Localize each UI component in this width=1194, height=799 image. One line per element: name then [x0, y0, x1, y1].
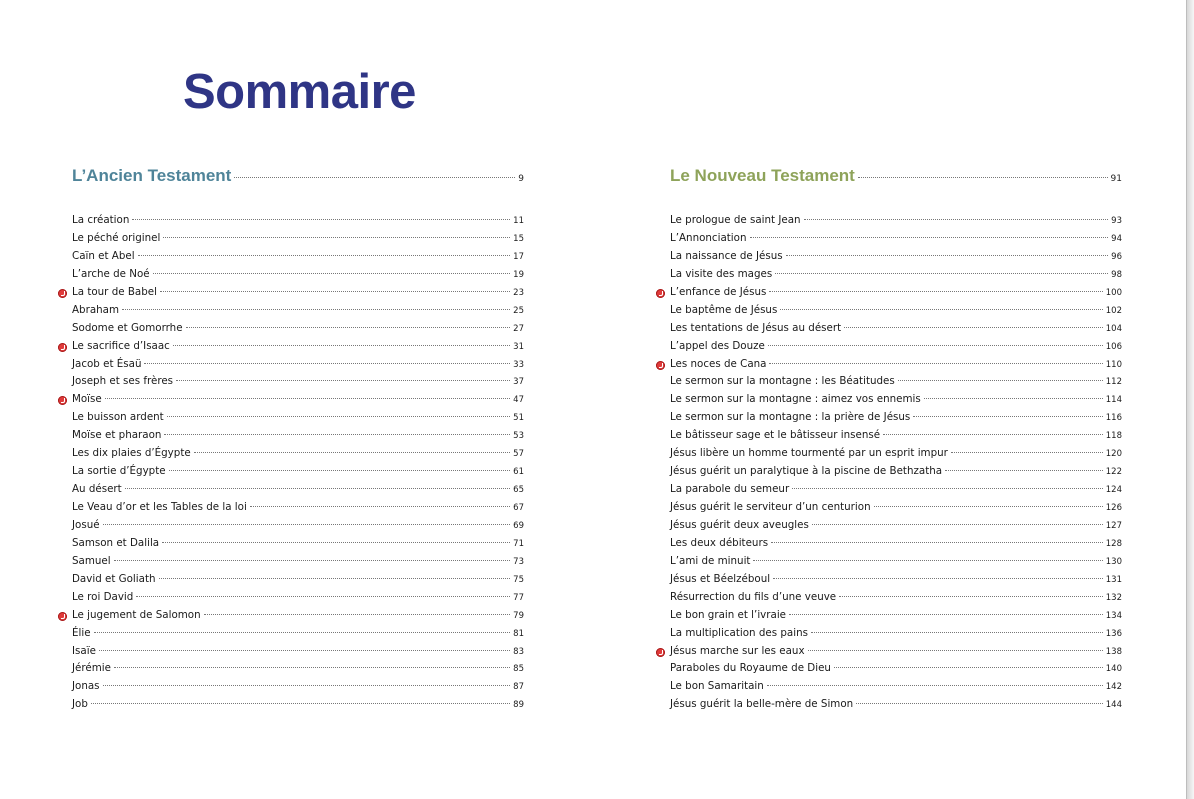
section-heading-label: Le Nouveau Testament [670, 166, 855, 185]
toc-entry-page: 118 [1105, 431, 1122, 442]
dot-leader [856, 703, 1103, 704]
toc-entry-label: Le Veau d’or et les Tables de la loi [72, 501, 247, 513]
toc-entry [670, 268, 1122, 286]
toc-entry [670, 232, 1122, 250]
toc-entry [670, 358, 1122, 376]
dot-leader [789, 614, 1103, 615]
toc-entry-label: David et Goliath [72, 572, 156, 585]
dot-leader [153, 273, 511, 274]
dot-leader [945, 470, 1103, 471]
dot-leader [114, 560, 511, 561]
dot-leader [186, 327, 511, 328]
toc-entry-page: 112 [1105, 377, 1122, 388]
dot-leader [844, 327, 1103, 328]
toc-entry-page: 104 [1105, 323, 1122, 334]
toc-entry-label: Moïse [72, 393, 102, 406]
toc-entry [670, 483, 1122, 501]
toc-entry-page: 57 [513, 449, 524, 460]
dot-leader [812, 524, 1103, 525]
toc-entry [72, 555, 524, 573]
toc-entry-page: 75 [513, 574, 524, 585]
dot-leader [169, 470, 511, 471]
check-marker-icon [58, 396, 67, 405]
dot-leader [91, 703, 510, 704]
toc-entry-label: La visite des mages [670, 267, 773, 280]
toc-entry-page: 67 [513, 503, 524, 513]
toc-entry-label: L’enfance de Jésus [670, 285, 767, 298]
toc-entry [72, 375, 524, 393]
toc-entry [72, 483, 524, 501]
dot-leader [194, 452, 510, 453]
toc-entry [670, 645, 1122, 663]
toc-entry-page: 51 [513, 413, 524, 424]
toc-entry-page: 110 [1105, 359, 1122, 370]
toc-entry [670, 501, 1122, 519]
dot-leader [94, 632, 511, 633]
new-testament-heading [670, 166, 1122, 192]
toc-entry-label: Jésus guérit un paralytique à la piscine de Bethzatha [670, 465, 943, 478]
dot-leader [913, 416, 1102, 417]
toc-entry-page: 23 [513, 287, 524, 298]
toc-entry-page: 79 [513, 610, 524, 621]
dot-leader [162, 542, 510, 543]
toc-entry [72, 591, 524, 609]
toc-entry [72, 645, 524, 663]
toc-entry-label: Josué [72, 518, 100, 531]
new-testament-column [670, 166, 1122, 716]
dot-leader [792, 488, 1103, 489]
toc-entry-page: 83 [513, 646, 524, 657]
toc-entry-label: Jésus guérit deux aveugles [670, 518, 809, 531]
dot-leader [750, 237, 1109, 238]
toc-entry-page: 93 [1111, 216, 1122, 226]
toc-entry-label: Résurrection du fils d’une veuve [670, 590, 837, 603]
toc-entry-page: 77 [513, 592, 524, 603]
toc-entry [72, 393, 524, 411]
toc-entry [670, 286, 1122, 304]
toc-entry-page: 94 [1111, 233, 1122, 244]
toc-entry [670, 609, 1122, 627]
old-testament-entries [72, 214, 524, 716]
dot-leader [204, 614, 511, 615]
dot-leader [808, 650, 1103, 651]
toc-entry-label: L’arche de Noé [72, 267, 150, 280]
toc-entry-label: Moïse et pharaon [72, 429, 162, 442]
toc-entry [72, 268, 524, 286]
toc-entry [670, 698, 1122, 716]
toc-entry [670, 662, 1122, 680]
toc-entry-page: 73 [513, 556, 524, 567]
toc-entry-label: Jacob et Ésaü [72, 357, 142, 370]
check-marker-icon [656, 289, 665, 298]
toc-entry [72, 214, 524, 232]
check-marker-icon [58, 612, 67, 621]
toc-entry-page: 136 [1105, 628, 1122, 639]
toc-entry-label: Le sermon sur la montagne : la prière de Jésus [670, 411, 911, 424]
toc-entry-page: 138 [1105, 646, 1122, 657]
toc-entry-page: 27 [513, 323, 524, 334]
page-edge [1186, 0, 1194, 799]
toc-entry-label: Élie [72, 626, 91, 639]
toc-entry [72, 501, 524, 519]
toc-entry-label: Joseph et ses frères [72, 375, 174, 388]
toc-entry [72, 411, 524, 429]
toc-entry [670, 591, 1122, 609]
toc-entry-page: 98 [1111, 269, 1122, 280]
toc-entry-page: 128 [1105, 538, 1122, 549]
toc-entry [72, 358, 524, 376]
toc-entry [72, 537, 524, 555]
dot-leader [234, 177, 515, 178]
dot-leader [780, 309, 1102, 310]
section-page-number: 91 [1110, 174, 1122, 184]
dot-leader [164, 434, 510, 435]
dot-leader [122, 309, 510, 310]
dot-leader [775, 273, 1108, 274]
toc-entry-label: L’appel des Douze [670, 339, 765, 352]
dot-leader [769, 291, 1102, 292]
toc-entry-page: 61 [513, 467, 524, 478]
dot-leader [138, 255, 511, 256]
dot-leader [103, 685, 511, 686]
toc-entry-page: 120 [1105, 449, 1122, 460]
check-marker-icon [58, 289, 67, 298]
toc-entry-page: 31 [513, 341, 524, 352]
toc-entry-page: 37 [513, 377, 524, 388]
toc-entry [670, 537, 1122, 555]
dot-leader [105, 398, 510, 399]
toc-entry-label: Au désert [72, 483, 122, 496]
toc-entry-page: 132 [1105, 592, 1122, 603]
toc-entry-page: 106 [1105, 341, 1122, 352]
toc-entry-page: 17 [513, 251, 524, 262]
toc-entry [72, 609, 524, 627]
toc-entry-page: 25 [513, 305, 524, 316]
check-marker-icon [656, 648, 665, 657]
toc-entry-label: L’Annonciation [670, 231, 747, 244]
toc-entry-page: 11 [513, 216, 524, 226]
toc-entry [670, 250, 1122, 268]
toc-entry-label: Les noces de Cana [670, 357, 767, 370]
dot-leader [103, 524, 511, 525]
toc-entry-page: 144 [1105, 700, 1122, 711]
toc-entry [72, 627, 524, 645]
page-title: Sommaire [183, 65, 416, 119]
dot-leader [250, 506, 510, 507]
toc-entry-page: 69 [513, 520, 524, 531]
dot-leader [160, 291, 510, 292]
toc-entry-label: Le roi David [72, 590, 134, 603]
old-testament-heading [72, 166, 524, 192]
toc-entry-label: Le sermon sur la montagne : les Béatitudes [670, 375, 895, 388]
toc-entry [670, 375, 1122, 393]
toc-entry-page: 15 [513, 233, 524, 244]
toc-entry-label: Le bon Samaritain [670, 680, 764, 693]
toc-entry [670, 411, 1122, 429]
toc-entry-label: Jésus libère un homme tourmenté par un esprit impur [670, 447, 948, 460]
toc-entry-label: Caïn et Abel [72, 249, 135, 262]
toc-entry-page: 33 [513, 359, 524, 370]
toc-entry [670, 304, 1122, 322]
toc-entry-page: 53 [513, 431, 524, 442]
toc-entry-label: Jésus et Béelzéboul [670, 572, 771, 585]
toc-entry [72, 250, 524, 268]
toc-entry-page: 142 [1105, 682, 1122, 693]
dot-leader [769, 363, 1102, 364]
dot-leader [786, 255, 1109, 256]
dot-leader [753, 560, 1102, 561]
toc-entry-label: Isaïe [72, 644, 96, 657]
toc-entry-label: La parabole du semeur [670, 483, 790, 496]
dot-leader [834, 667, 1103, 668]
toc-entry-label: Samson et Dalila [72, 536, 160, 549]
toc-entry [72, 232, 524, 250]
toc-entry [72, 322, 524, 340]
dot-leader [924, 398, 1103, 399]
new-testament-entries [670, 214, 1122, 716]
toc-entry-label: Le sermon sur la montagne : aimez vos ennemis [670, 393, 921, 406]
dot-leader [951, 452, 1103, 453]
toc-entry-page: 85 [513, 664, 524, 675]
toc-entry-page: 124 [1105, 485, 1122, 496]
toc-entry-label: La sortie d’Égypte [72, 465, 166, 478]
toc-entry [72, 429, 524, 447]
check-marker-icon [656, 361, 665, 370]
toc-entry-label: L’ami de minuit [670, 554, 751, 567]
dot-leader [858, 177, 1108, 178]
toc-entry-label: Le péché originel [72, 231, 161, 244]
toc-entry-page: 127 [1105, 520, 1122, 531]
toc-entry-page: 19 [513, 269, 524, 280]
toc-entry-page: 89 [513, 700, 524, 711]
toc-entry-label: Le bon grain et l’ivraie [670, 608, 787, 621]
dot-leader [136, 596, 510, 597]
toc-entry-label: Jésus marche sur les eaux [670, 644, 805, 657]
dot-leader [883, 434, 1103, 435]
toc-entry [670, 393, 1122, 411]
toc-entry [72, 286, 524, 304]
dot-leader [767, 685, 1103, 686]
toc-entry [72, 573, 524, 591]
toc-entry-label: Abraham [72, 303, 119, 316]
toc-entry [670, 465, 1122, 483]
toc-entry-label: Les tentations de Jésus au désert [670, 321, 842, 334]
toc-entry [72, 465, 524, 483]
dot-leader [773, 578, 1103, 579]
toc-entry [670, 429, 1122, 447]
toc-entry-label: Jonas [72, 680, 100, 693]
toc-entry-label: Le bâtisseur sage et le bâtisseur insensé [670, 429, 881, 442]
toc-entry-page: 130 [1105, 556, 1122, 567]
dot-leader [811, 632, 1103, 633]
toc-entry-page: 131 [1105, 574, 1122, 585]
toc-entry-page: 71 [513, 538, 524, 549]
toc-entry [670, 214, 1122, 232]
dot-leader [176, 380, 510, 381]
toc-entry-label: Jésus guérit la belle-mère de Simon [670, 698, 854, 711]
toc-entry [670, 322, 1122, 340]
toc-entry-label: Job [72, 698, 88, 711]
old-testament-column [72, 166, 524, 716]
toc-entry-label: Jérémie [72, 662, 111, 675]
dot-leader [173, 345, 510, 346]
toc-entry-label: Paraboles du Royaume de Dieu [670, 662, 831, 675]
dot-leader [768, 345, 1103, 346]
toc-entry-page: 96 [1111, 251, 1122, 262]
toc-entry-label: La tour de Babel [72, 285, 157, 298]
dot-leader [771, 542, 1103, 543]
toc-entry [670, 627, 1122, 645]
toc-entry-page: 102 [1105, 305, 1122, 316]
toc-entry-page: 126 [1105, 503, 1122, 513]
toc-entry-page: 114 [1105, 395, 1122, 406]
toc-entry-page: 122 [1105, 467, 1122, 478]
toc-entry-label: La multiplication des pains [670, 626, 808, 639]
dot-leader [163, 237, 510, 238]
dot-leader [144, 363, 510, 364]
toc-entry-label: Le buisson ardent [72, 411, 164, 424]
toc-entry-label: Jésus guérit le serviteur d’un centurion [670, 501, 871, 513]
dot-leader [125, 488, 510, 489]
dot-leader [99, 650, 510, 651]
toc-entry [670, 519, 1122, 537]
toc-entry [670, 447, 1122, 465]
toc-entry [670, 555, 1122, 573]
toc-entry [72, 680, 524, 698]
toc-entry-label: Le sacrifice d’Isaac [72, 339, 170, 352]
toc-entry [72, 698, 524, 716]
dot-leader [804, 219, 1109, 220]
toc-entry [72, 447, 524, 465]
dot-leader [874, 506, 1103, 507]
toc-entry-page: 140 [1105, 664, 1122, 675]
check-marker-icon [58, 343, 67, 352]
toc-entry [72, 304, 524, 322]
toc-entry [670, 340, 1122, 358]
dot-leader [167, 416, 510, 417]
toc-entry-page: 47 [513, 395, 524, 406]
toc-entry [72, 519, 524, 537]
toc-entry-page: 65 [513, 485, 524, 496]
toc-entry-page: 100 [1105, 287, 1122, 298]
dot-leader [839, 596, 1103, 597]
toc-entry [72, 340, 524, 358]
toc-entry-page: 81 [513, 628, 524, 639]
toc-entry-label: Le prologue de saint Jean [670, 214, 801, 226]
toc-entry-page: 116 [1105, 413, 1122, 424]
section-page-number: 9 [518, 174, 524, 184]
toc-entry [670, 680, 1122, 698]
dot-leader [159, 578, 511, 579]
toc-entry [670, 573, 1122, 591]
toc-entry-label: Le jugement de Salomon [72, 608, 201, 621]
toc-entry-label: Samuel [72, 554, 111, 567]
toc-entry [72, 662, 524, 680]
toc-entry-label: La création [72, 214, 130, 226]
dot-leader [132, 219, 510, 220]
dot-leader [114, 667, 510, 668]
toc-entry-page: 87 [513, 682, 524, 693]
toc-entry-label: Sodome et Gomorrhe [72, 321, 183, 334]
toc-entry-label: Les dix plaies d’Égypte [72, 447, 191, 460]
toc-entry-label: Les deux débiteurs [670, 536, 769, 549]
section-heading-label: L’Ancien Testament [72, 166, 232, 185]
dot-leader [898, 380, 1103, 381]
toc-entry-label: Le baptême de Jésus [670, 303, 778, 316]
toc-entry-page: 134 [1105, 610, 1122, 621]
toc-entry-label: La naissance de Jésus [670, 249, 783, 262]
